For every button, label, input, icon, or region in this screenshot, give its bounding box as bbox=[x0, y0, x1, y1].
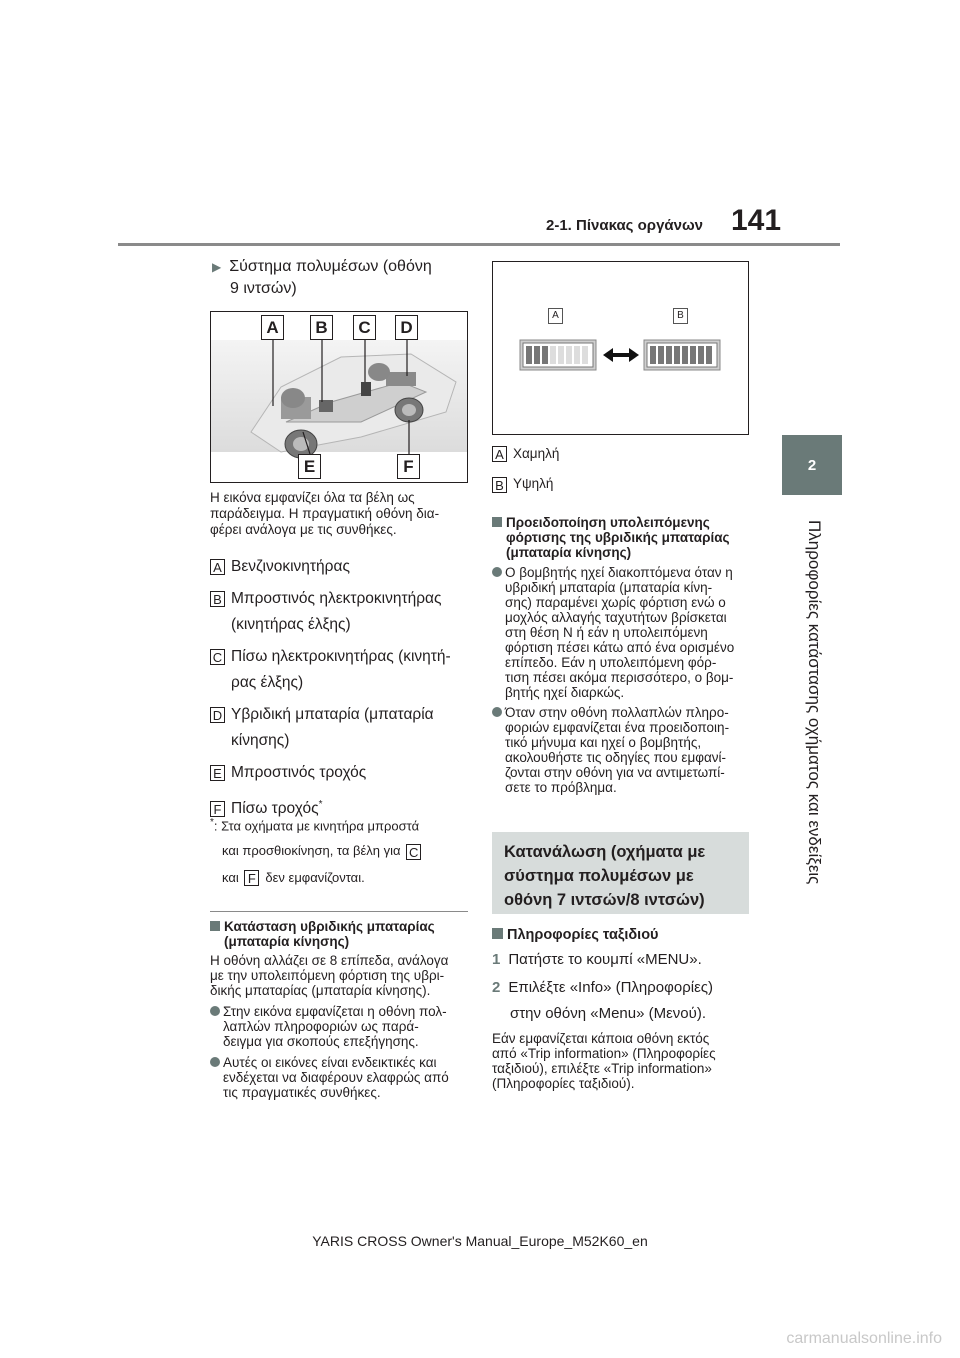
battery-label-a: A bbox=[548, 308, 563, 324]
trip-info-section bbox=[492, 927, 757, 1091]
list-item: A Βενζινοκινητήρας bbox=[210, 556, 480, 578]
square-bullet-icon bbox=[210, 921, 220, 931]
figure-label-c: C bbox=[353, 315, 376, 340]
intro-heading: ▶ Σύστημα πολυμέσων (οθόνη 9 ιντσών) bbox=[212, 258, 432, 297]
trip-info-body: Εάν εμφανίζεται κάποια οθόνη εκτός από «Trip information» (Πληροφορίες ταξιδιού), επιλέξτε «Trip information» (Πληροφορίες ταξιδιού). bbox=[492, 1031, 716, 1091]
figure-label-f: F bbox=[397, 454, 420, 479]
section-body: Η οθόνη αλλάζει σε 8 επίπεδα, ανάλογα με την υπολειπόμενη φόρτιση της υβρι- δικής μπαταρίας (μπαταρία κίνησης). bbox=[210, 953, 449, 998]
consumption-title-box: Κατανάλωση (οχήματα με σύστημα πολυμέσων με οθόνη 7 ιντσών/8 ιντσών) bbox=[492, 832, 749, 914]
figure-label-e: E bbox=[298, 454, 321, 479]
footer: YARIS CROSS Owner's Manual_Europe_M52K60_en bbox=[312, 1233, 648, 1249]
header-rule bbox=[118, 243, 840, 246]
step-1: 1 Πατήστε το κουμπί «MENU». bbox=[492, 951, 702, 968]
circle-bullet-icon bbox=[210, 1006, 220, 1016]
chapter-tab: 2 bbox=[782, 435, 842, 495]
component-list bbox=[210, 556, 480, 820]
circle-bullet-icon bbox=[492, 707, 502, 717]
hybrid-system-figure bbox=[210, 311, 468, 483]
list-item: B Υψηλή bbox=[492, 476, 559, 492]
list-item: E Μπροστινός τροχός bbox=[210, 762, 480, 784]
figure-label-d: D bbox=[395, 315, 418, 340]
triangle-bullet-icon: ▶ bbox=[212, 260, 222, 274]
circle-bullet-icon bbox=[210, 1057, 220, 1067]
chapter-side-title: Πληροφορίες κατάστασης οχήματος και ενδείξεις bbox=[805, 520, 824, 885]
footnote: *: Στα οχήματα με κινητήρα μπροστά και προσθιοκίνηση, τα βέλη για C και F δεν εμφανίζονται. bbox=[210, 817, 480, 886]
square-bullet-icon bbox=[492, 928, 503, 939]
section-heading: Κατάσταση υβριδικής μπαταρίας bbox=[210, 919, 480, 934]
section-heading: Προειδοποίηση υπολειπόμενης bbox=[492, 515, 757, 530]
list-item: B Μπροστινός ηλεκτροκινητήρας (κινητήρας έλξης) bbox=[210, 588, 480, 636]
list-item: Στην εικόνα εμφανίζεται η οθόνη πολ- λαπλών πληροφοριών ως παρά- δειγμα για σκοπούς επεξήγησης. bbox=[210, 1004, 480, 1049]
battery-gauge-illustration bbox=[493, 262, 748, 434]
battery-level-figure bbox=[492, 261, 749, 435]
list-item: A Χαμηλή bbox=[492, 446, 559, 462]
figure-label-a: A bbox=[261, 315, 284, 340]
figure-label-b: B bbox=[310, 315, 333, 340]
list-item: Όταν στην οθόνη πολλαπλών πληρο- φοριών εμφανίζεται ένα προειδοποιη- τικό μήνυμα και ηχεί ο βομβητής, ακολουθήστε τις οδηγίες που εμφανί- ζονται στην οθόνη για να αντιμετωπί- σετε το πρόβλημα. bbox=[492, 705, 757, 795]
circle-bullet-icon bbox=[492, 567, 502, 577]
list-item: D Υβριδική μπαταρία (μπαταρία κίνησης) bbox=[210, 704, 480, 752]
step-2: 2 Επιλέξτε «Info» (Πληροφορίες) στην οθόνη «Menu» (Μενού). bbox=[492, 979, 713, 1022]
page-number: 141 bbox=[731, 204, 782, 237]
divider bbox=[210, 911, 468, 912]
battery-label-b: B bbox=[673, 308, 688, 324]
car-illustration bbox=[211, 312, 467, 482]
battery-status-section: Κατάσταση υβριδικής μπαταρίας (μπαταρία κίνησης) Η οθόνη αλλάζει σε 8 επίπεδα, ανάλογα με την υπολειπόμενη φόρτιση της υβρι- δικής μπαταρίας (μπαταρία κίνησης). Στην εικόνα εμφανίζεται η οθόνη πολ- λαπλών πληροφοριών ως παρά- δειγμα για σκοπούς επεξήγησης. Αυτές οι εικόνες είναι ενδεικτικές και ενδέχεται να διαφέρουν ελαφρώς από τις πραγματικές συνθήκες. bbox=[210, 919, 480, 1100]
list-item: C Πίσω ηλεκτροκινητήρας (κινητή- ρας έλξης) bbox=[210, 646, 480, 694]
section-title: 2-1. Πίνακας οργάνων bbox=[546, 217, 703, 234]
watermark: carmanualsonline.info bbox=[786, 1330, 942, 1347]
warning-section: Προειδοποίηση υπολειπόμενης φόρτισης της υβριδικής μπαταρίας (μπαταρία κίνησης) Ο βομβητής ηχεί διακοπτόμενα όταν η υβριδική μπαταρία (μπαταρία κίνη- σης) παραμένει χωρίς φόρτιση ενώ ο μοχλός αλλαγής ταχυτήτων βρίσκεται στη θέση N ή εάν η υπολειπόμενη φόρτιση πέσει κάτω από ένα ορισμένο επίπεδο. Εάν η υπολειπόμενη φόρ- τιση πέσει ακόμα περισσότερο, ο βομ- βητής ηχεί διαρκώς. Όταν στην οθόνη πολλαπλών πληρο- φοριών εμφανίζεται ένα προειδοποιη- τικό μήνυμα και ηχεί ο βομβητής, ακολουθήστε τις οδηγίες που εμφανί- ζονται στην οθόνη για να αντιμετωπί- σετε το πρόβλημα. bbox=[492, 515, 757, 795]
list-item: Ο βομβητής ηχεί διακοπτόμενα όταν η υβριδική μπαταρία (μπαταρία κίνη- σης) παραμένει χωρίς φόρτιση ενώ ο μοχλός αλλαγής ταχυτήτων βρίσκεται στη θέση N ή εάν η υπολειπόμενη φόρτιση πέσει κάτω από ένα ορισμένο επίπεδο. Εάν η υπολειπόμενη φόρ- τιση πέσει ακόμα περισσότερο, ο βομ- βητής ηχεί διαρκώς. bbox=[492, 565, 757, 700]
square-bullet-icon bbox=[492, 517, 502, 527]
legend bbox=[492, 446, 559, 493]
section-heading: Πληροφορίες ταξιδιού bbox=[492, 927, 757, 943]
list-item: Αυτές οι εικόνες είναι ενδεικτικές και ενδέχεται να διαφέρουν ελαφρώς από τις πραγματικές συνθήκες. bbox=[210, 1055, 480, 1100]
figure-note: Η εικόνα εμφανίζει όλα τα βέλη ως παράδειγμα. Η πραγματική οθόνη δια- φέρει ανάλογα με τις συνθήκες. bbox=[210, 490, 440, 537]
list-item: F Πίσω τροχός* bbox=[210, 794, 480, 820]
